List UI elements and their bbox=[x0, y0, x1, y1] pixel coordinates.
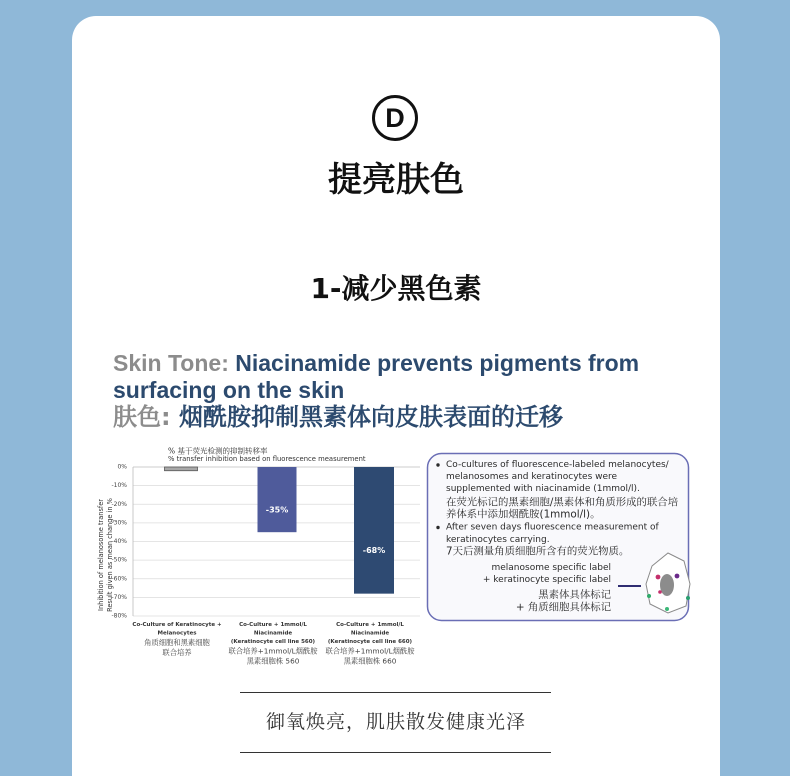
y-axis-label: Result given as mean change in % bbox=[106, 498, 114, 612]
slide-heading-en-text: Niacinamide prevents pigments from bbox=[235, 350, 640, 376]
slide-heading-en-line2: surfacing on the skin bbox=[113, 377, 345, 403]
bar-data-label: -35% bbox=[265, 505, 289, 515]
x-category-label: (Keratinocyte cell line 560) bbox=[230, 639, 316, 645]
x-category-label-zh: 联合培养+1mmol/L烟酰胺 bbox=[228, 646, 318, 656]
info-text-line-zh: 在荧光标记的黑素细胞/黑素体和角质形成的联合培 bbox=[446, 496, 679, 509]
x-category-label-zh: 联合培养+1mmol/L烟酰胺 bbox=[325, 646, 415, 656]
x-category-label: Niacinamide bbox=[253, 630, 293, 637]
x-category-label: Co-Culture + 1mmol/L bbox=[336, 622, 404, 628]
slide-heading-zh-text: 烟酰胺抑制黑素体向皮肤表面的迁移 bbox=[178, 403, 563, 431]
badge-letter: D bbox=[385, 102, 405, 133]
keratinocyte-dot bbox=[665, 607, 669, 611]
keratinocyte-dot bbox=[647, 594, 651, 598]
melanosome-dot bbox=[658, 590, 662, 594]
info-text-line-zh: 养体系中添加烟酰胺(1mmol/l)。 bbox=[446, 508, 601, 521]
slide-heading-zh-label: 肤色: bbox=[113, 403, 171, 431]
x-category-label-zh: 黑素细胞株 660 bbox=[343, 656, 397, 666]
x-category-label-zh: 角质细胞和黑素细胞 bbox=[144, 638, 210, 647]
legend-label-zh: + 角质细胞具体标记 bbox=[515, 601, 611, 614]
y-tick-label: -50% bbox=[111, 556, 127, 564]
y-tick-label: -40% bbox=[111, 538, 127, 545]
x-category-label: Melanocytes bbox=[157, 630, 197, 637]
y-axis-label: Inhibition of melanosome transfer bbox=[97, 499, 105, 611]
legend-label: + keratinocyte specific label bbox=[482, 575, 611, 585]
x-category-label-zh: 联合培养 bbox=[162, 648, 192, 657]
y-tick-label: -10% bbox=[111, 482, 127, 490]
y-tick-label: -20% bbox=[111, 500, 127, 508]
bar bbox=[165, 467, 198, 471]
x-category-label: Niacinamide bbox=[350, 630, 390, 637]
bullet-icon bbox=[436, 463, 439, 466]
section-subtitle: 1-减少黑色素 bbox=[310, 272, 482, 305]
bar-data-label: -68% bbox=[362, 546, 386, 556]
info-text-line: keratinocytes carrying. bbox=[446, 535, 550, 545]
bar bbox=[258, 467, 297, 532]
y-tick-label: -30% bbox=[111, 519, 127, 527]
bullet-icon bbox=[436, 526, 439, 529]
melanosome-dot bbox=[675, 574, 680, 579]
info-box bbox=[428, 454, 691, 621]
info-text-line-zh: 7天后测量角质细胞所含有的荧光物质。 bbox=[446, 545, 630, 558]
bar-chart bbox=[97, 446, 420, 666]
chart-title: % 基于荧光检测的抑制转移率 bbox=[168, 446, 268, 456]
info-text-line: After seven days fluorescence measurement of bbox=[446, 522, 659, 533]
legend-label-zh: 黑素体具体标记 bbox=[538, 589, 611, 601]
x-category-label: (Keratinocyte cell line 660) bbox=[327, 639, 413, 645]
divider-line bbox=[240, 752, 551, 753]
x-axis-category-labels bbox=[132, 622, 415, 666]
page-title: 提亮肤色 bbox=[328, 160, 464, 200]
x-category-label: Co-Culture + 1mmol/L bbox=[239, 622, 307, 628]
melanosome-dot bbox=[656, 575, 661, 580]
bar bbox=[354, 467, 394, 594]
y-tick-label: -60% bbox=[111, 575, 127, 583]
info-text-line: melanosomes and keratinocytes were bbox=[446, 472, 618, 482]
y-tick-label: 0% bbox=[117, 463, 127, 471]
info-text-line: Co-cultures of fluorescence-labeled melanocytes/ bbox=[446, 460, 669, 470]
y-tick-label: -70% bbox=[111, 593, 127, 601]
cell-nucleus bbox=[660, 574, 674, 596]
x-category-label: Co-Culture of Keratinocyte + bbox=[132, 622, 222, 628]
chart-subtitle: % transfer inhibition based on fluorescence measurement bbox=[168, 455, 366, 463]
y-tick-label: -80% bbox=[111, 612, 127, 620]
info-text-line: supplemented with niacinamide (1mmol/l). bbox=[446, 484, 640, 494]
slide-heading-en-label: Skin Tone: bbox=[113, 350, 229, 376]
footer-tagline: 御氧焕亮，肌肤散发健康光泽 bbox=[265, 711, 526, 733]
legend-label: melanosome specific label bbox=[491, 563, 611, 573]
x-category-label-zh: 黑素细胞株 560 bbox=[246, 656, 300, 666]
keratinocyte-dot bbox=[686, 596, 690, 600]
divider-line bbox=[240, 692, 551, 693]
